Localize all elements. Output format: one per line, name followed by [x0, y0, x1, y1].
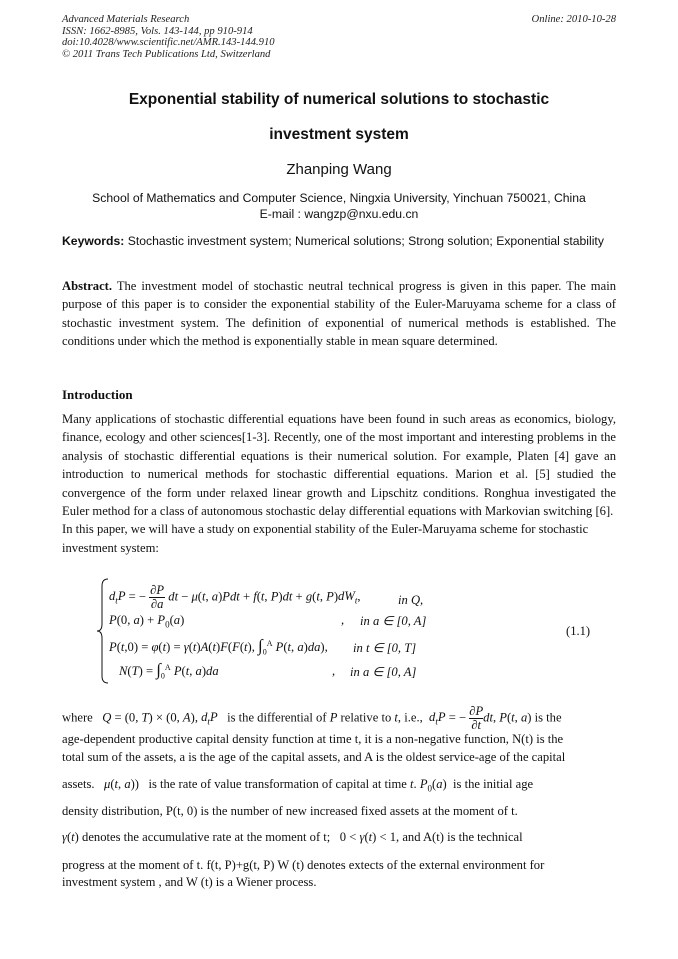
- where-text-1e: is the: [534, 710, 562, 725]
- equation-condition-1: in Q,: [398, 593, 424, 607]
- equation-1-1: [95, 576, 616, 686]
- equation-line-3: P(t,0) = φ(t) = γ(t)A(t)F(F(t), $\int_0^A$ P(t, a)da),: [109, 636, 328, 657]
- equation-comma-2: ,: [341, 613, 345, 627]
- journal-name: Advanced Materials Research: [62, 14, 190, 25]
- equation-comma-4: ,: [332, 664, 336, 678]
- abstract-text: The investment model of stochastic neutral technical progress is given in this paper. The main purpose of this paper is to consider the exponential stability of the Euler-Maruyama scheme for a class of stochastic investment system. The definition of exponential of numerical methods is established. The conditions under which the method is exponentially stable in mean square determined.: [62, 279, 616, 349]
- where-line-2: age-dependent productive capital density function at time t, it is a non-negative function, N(t) is the: [62, 732, 564, 746]
- intro-paragraph-1: Many applications of stochastic differential equations have been found in such areas as economics, biology, finance, ecology and other sciences[1-3]. Recently, one of the most important and interesting problems in the analysis of stochastic differential equations is their numerical solution. For example, Platen [4] gave an introduction to numerical methods for stochastic differential equations. Marion et al. [5] studied the convergence of the form under relaxed linear growth and Lipschitz conditions. Ronghua investigated the Euler method for a class of autonomous stochastic delay differential equations with Markovian switching [6].: [62, 412, 616, 519]
- equation-condition-3: in t ∈ [0, T]: [353, 641, 417, 655]
- where-text-6b: , and A(t) is the technical: [396, 830, 523, 844]
- keywords: [62, 233, 616, 250]
- abstract-label: Abstract.: [62, 279, 113, 293]
- where-line-4: assets. μ(t, a)) is the rate of value transformation of capital at time t. $P_0(a)$ is the initial age: [62, 777, 534, 794]
- keywords-label: Keywords:: [62, 234, 125, 248]
- doi-line: doi:10.4028/www.scientific.net/AMR.143-144.910: [62, 37, 275, 48]
- equation-line-1: $d_tP$ = − $\frac{\partial P}{\partial a}$ dt − μ(t, a)Pdt + f(t, P)dt + g(t, $P)dW_t$,: [109, 583, 361, 611]
- affiliation: School of Mathematics and Computer Science, Ningxia University, Yinchuan 750021, China: [92, 191, 586, 205]
- equation-line-4: $N(T) = \int_0^A$ P(t, a)da: [119, 660, 219, 681]
- author-email: E-mail : wangzp@nxu.edu.cn: [259, 207, 419, 221]
- where-text-1b: is the differential of: [227, 710, 327, 725]
- online-date: Online: 2010-10-28: [531, 14, 616, 25]
- section-heading-introduction: Introduction: [62, 387, 133, 402]
- abstract: [62, 277, 616, 351]
- paper-title-line-1: Exponential stability of numerical solutions to stochastic: [128, 91, 550, 108]
- introduction-body: [62, 410, 616, 557]
- partial-fraction: $\frac{\partial P}{\partial t}$: [469, 704, 484, 732]
- issn-line: ISSN: 1662-8985, Vols. 143-144, pp 910-914: [62, 25, 253, 37]
- keywords-text: Stochastic investment system; Numerical solutions; Strong solution; Exponential stability: [127, 234, 604, 248]
- where-line-5: density distribution, P(t, 0) is the number of new increased fixed assets at the moment of t.: [62, 804, 518, 818]
- where-line-6: γ(t) denotes the accumulative rate at the moment of t; 0 < γ(t) < 1, and A(t) is the technical: [62, 830, 523, 844]
- paper-title-line-2: investment system: [269, 126, 409, 143]
- where-text-4b: is the rate of value transformation of capital at time: [148, 777, 407, 791]
- where-text-1d: , i.e.,: [397, 710, 423, 725]
- where-text-4a: assets.: [62, 777, 95, 791]
- where-line-1: where Q = (0, T) × (0, A), $d_tP$ is the differential of P relative to t, i.e., $d_tP$ = − $\frac{\partial P}{\partial t}$ dt, P(t, a) is the: [62, 704, 562, 732]
- equation-number: (1.1): [566, 624, 591, 638]
- equation-line-2: P(0, $a) + P_0(a)$: [109, 613, 185, 630]
- where-word: where: [62, 710, 93, 725]
- where-text-1c: relative to: [340, 710, 392, 725]
- affiliation-block: [62, 190, 616, 222]
- author-name: Zhanping Wang: [286, 161, 392, 178]
- domain-q-formula: Q: [102, 710, 112, 725]
- where-line-3: total sum of the assets, a is the age of the capital assets, and A is the oldest service-age of the capital: [62, 750, 566, 764]
- where-text-4c: is the initial age: [453, 777, 534, 791]
- where-text-6a: denotes the accumulative rate at the moment of t;: [82, 830, 331, 844]
- where-line-7: progress at the moment of t. f(t, P)+g(t, P) W (t) denotes extects of the external environment for: [62, 858, 545, 872]
- where-line-8: investment system , and W (t) is a Wiener process.: [62, 875, 317, 889]
- intro-paragraph-2: In this paper, we will have a study on exponential stability of the Euler-Maruyama scheme for stochastic investment system:: [62, 522, 589, 555]
- equation-condition-2: in a ∈ [0, A]: [360, 614, 427, 628]
- equation-condition-4: in a ∈ [0, A]: [350, 665, 417, 679]
- copyright-line: © 2011 Trans Tech Publications Ltd, Switzerland: [62, 48, 271, 60]
- journal-header: [62, 14, 616, 60]
